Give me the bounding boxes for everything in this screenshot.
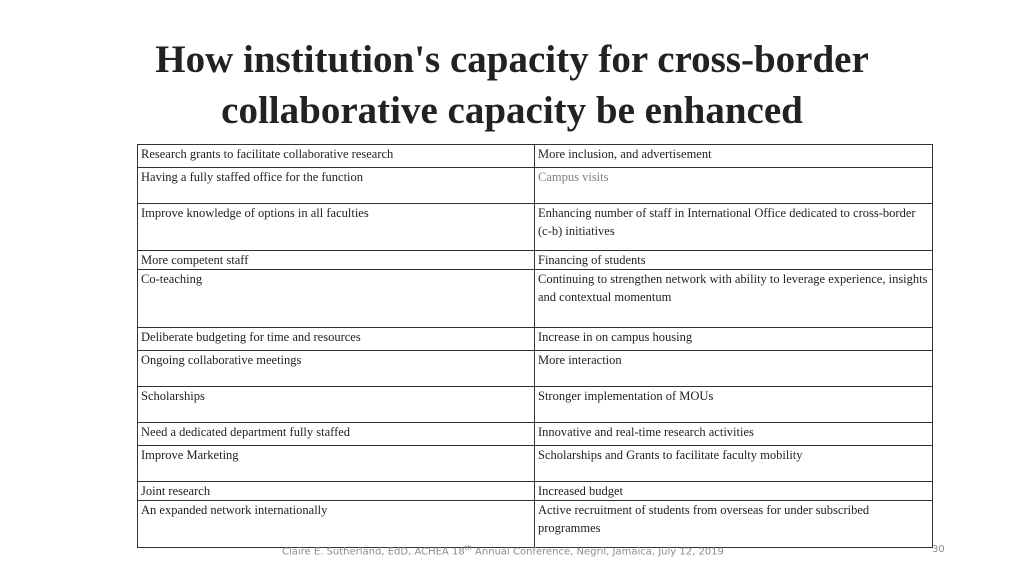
title-line-2: collaborative capacity be enhanced [221, 89, 803, 132]
footer-credit-text: Claire E. Sutherland, EdD, ACHEA 18 [282, 546, 465, 558]
table-row [138, 204, 933, 251]
table-cell: Increase in on campus housing [535, 328, 933, 351]
footer-credit-text-end: Annual Conference, Negril, Jamaica, July 12, 2019 [471, 546, 724, 558]
footer-superscript: th [464, 544, 472, 552]
table-row [138, 446, 933, 482]
table-cell: An expanded network internationally [138, 501, 535, 548]
table-row [138, 387, 933, 423]
table-cell: Research grants to facilitate collaborative research [138, 145, 535, 168]
table-cell: Co-teaching [138, 270, 535, 328]
table-row [138, 270, 933, 328]
table-cell: Active recruitment of students from overseas for under subscribed programmes [535, 501, 933, 548]
slide-title [0, 34, 1024, 136]
table-cell: Enhancing number of staff in International Office dedicated to cross-border (c-b) initiatives [535, 204, 933, 251]
table-cell: Financing of students [535, 251, 933, 270]
table-cell: Increased budget [535, 482, 933, 501]
table-cell: Innovative and real-time research activities [535, 423, 933, 446]
slide-number: 30 [932, 544, 945, 555]
table-cell: Scholarships [138, 387, 535, 423]
table-cell: More competent staff [138, 251, 535, 270]
table-row [138, 423, 933, 446]
responses-table [137, 144, 933, 548]
table-cell: Stronger implementation of MOUs [535, 387, 933, 423]
table-cell: More inclusion, and advertisement [535, 145, 933, 168]
table-cell: Need a dedicated department fully staffed [138, 423, 535, 446]
table-row [138, 328, 933, 351]
table-cell: Improve Marketing [138, 446, 535, 482]
table-cell: More interaction [535, 351, 933, 387]
table-cell: Scholarships and Grants to facilitate faculty mobility [535, 446, 933, 482]
table-row [138, 482, 933, 501]
title-line-1: How institution's capacity for cross-border [155, 38, 869, 81]
table-row [138, 251, 933, 270]
table-cell: Ongoing collaborative meetings [138, 351, 535, 387]
table-cell: Campus visits [535, 168, 933, 204]
table-cell: Deliberate budgeting for time and resources [138, 328, 535, 351]
table-row [138, 501, 933, 548]
table-cell: Having a fully staffed office for the function [138, 168, 535, 204]
table-row [138, 168, 933, 204]
table-cell: Improve knowledge of options in all faculties [138, 204, 535, 251]
table-cell: Continuing to strengthen network with ability to leverage experience, insights and contextual momentum [535, 270, 933, 328]
table-row [138, 145, 933, 168]
footer-credit [282, 544, 724, 557]
table-cell: Joint research [138, 482, 535, 501]
table-row [138, 351, 933, 387]
